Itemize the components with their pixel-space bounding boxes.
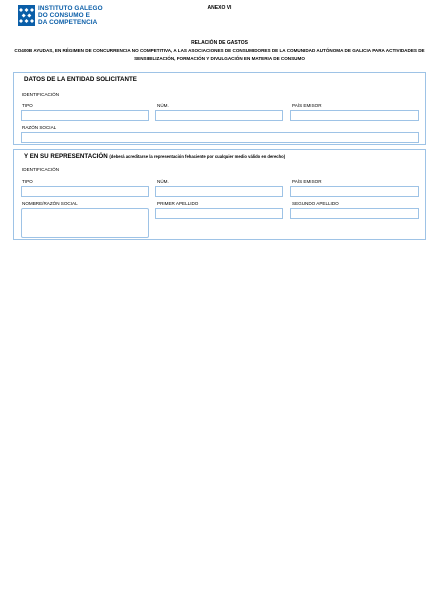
representative-type-label: TIPO <box>22 179 33 184</box>
representative-section-title <box>24 153 285 160</box>
entity-type-field[interactable] <box>21 110 149 121</box>
entity-identification-label: IDENTIFICACIÓN <box>22 92 60 97</box>
document-title: RELACIÓN DE GASTOS <box>191 40 248 46</box>
entity-section-title: DATOS DE LA ENTIDAD SOLICITANTE <box>24 76 137 83</box>
representative-surname2-field[interactable] <box>290 208 419 219</box>
logo-line-3: DA COMPETENCIA <box>38 19 98 26</box>
representative-section <box>13 149 426 240</box>
entity-num-label: NÚM. <box>157 103 169 108</box>
representative-country-label: PAÍS EMISOR <box>292 179 322 184</box>
annex-label: ANEXO VI <box>207 5 232 11</box>
logo-line-1: INSTITUTO GALEGO <box>38 5 103 12</box>
representative-name-field[interactable] <box>21 208 149 238</box>
document-subtitle: CO400B AYUDAS, EN RÉGIMEN DE CONCURRENCIA NO COMPETITIVA, A LAS ASOCIACIONES DE CONSUMIDORES DE LA COMUNIDAD AUTÓNOMA DE GALICIA PARA ACTIVIDADES DE SENSIBILIZACIÓN, FORMACIÓN Y DIVULGACIÓN EN MATERIA DE CONSUMO <box>14 48 425 61</box>
entity-section <box>13 72 426 145</box>
representative-surname1-label: PRIMER APELLIDO <box>157 201 199 206</box>
entity-name-field[interactable] <box>21 132 419 143</box>
representative-num-field[interactable] <box>155 186 283 197</box>
entity-type-label: TIPO <box>22 103 33 108</box>
representative-type-field[interactable] <box>21 186 149 197</box>
representative-surname2-label: SEGUNDO APELLIDO <box>292 201 339 206</box>
entity-country-field[interactable] <box>290 110 419 121</box>
entity-country-label: PAÍS EMISOR <box>292 103 322 108</box>
logo-line-2: DO CONSUMO E <box>38 12 90 19</box>
representative-identification-label: IDENTIFICACIÓN <box>22 167 60 172</box>
representative-surname1-field[interactable] <box>155 208 283 219</box>
entity-num-field[interactable] <box>155 110 283 121</box>
representative-title-text: Y EN SU REPRESENTACIÓN <box>24 153 108 160</box>
representative-note: (deberá acreditarse la representación fehaciente por cualquier medio válido en derecho) <box>109 154 286 159</box>
representative-name-label: NOMBRE/RAZÓN SOCIAL <box>22 201 78 206</box>
representative-country-field[interactable] <box>290 186 419 197</box>
entity-name-label: RAZÓN SOCIAL <box>22 125 57 130</box>
representative-num-label: NÚM. <box>157 179 169 184</box>
